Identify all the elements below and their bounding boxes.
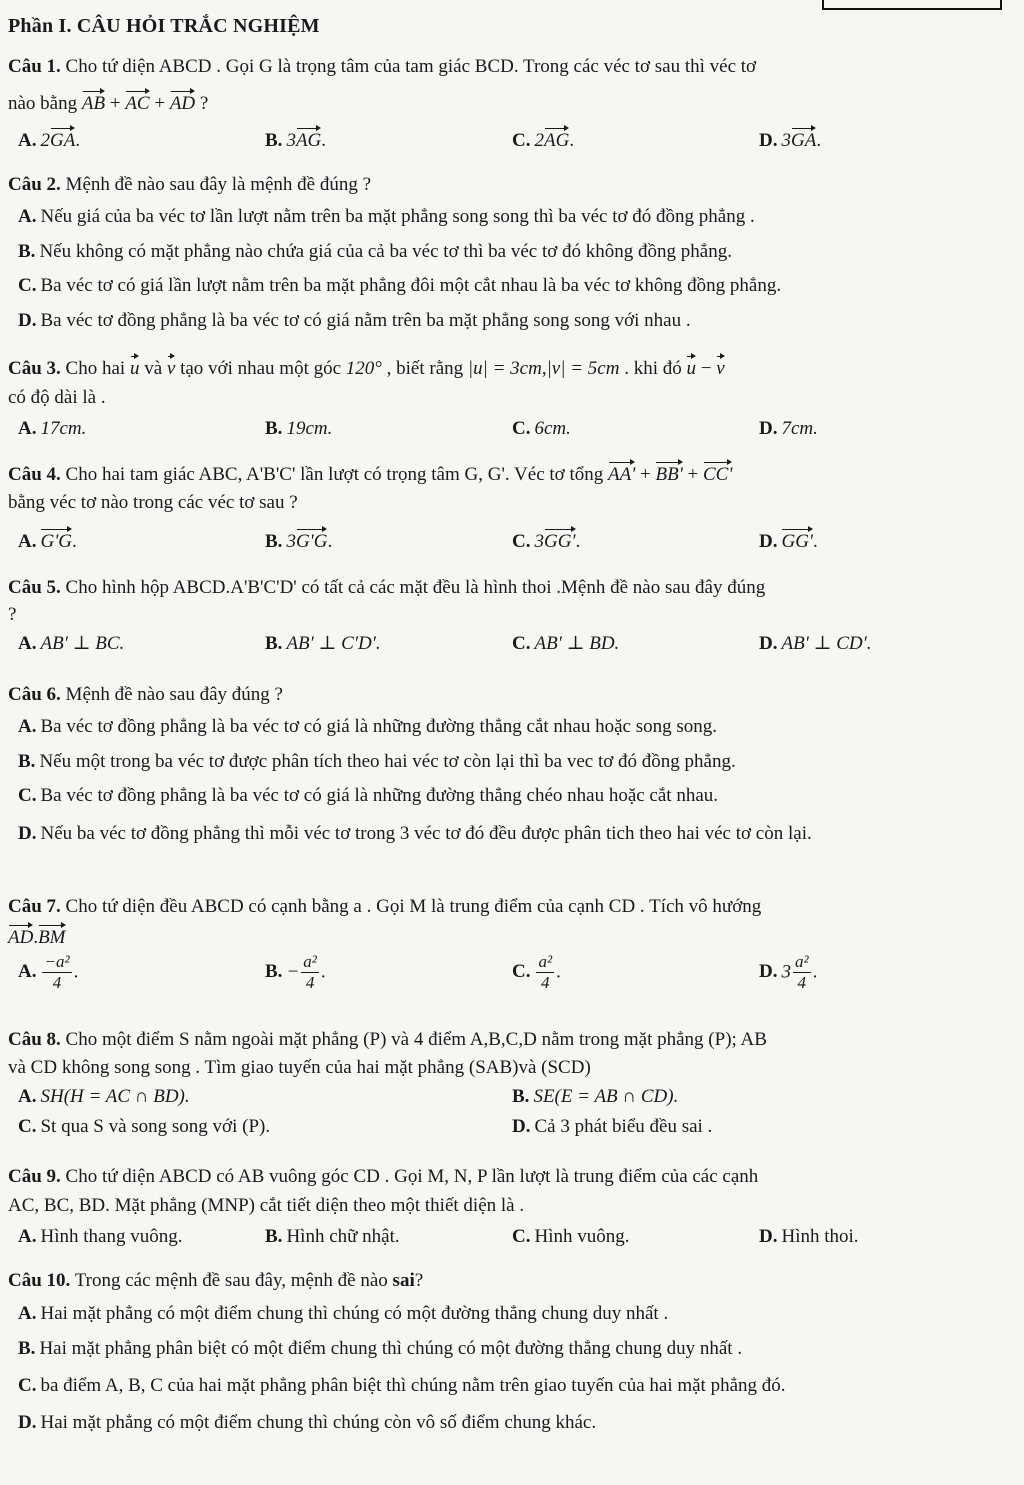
fraction-numerator: −a² xyxy=(42,952,71,973)
option-label: C. xyxy=(512,417,531,439)
question-6 xyxy=(8,684,1014,856)
option-vector: G'G xyxy=(296,525,328,554)
option-coef: 3 xyxy=(781,129,791,151)
option-label: D. xyxy=(18,823,37,845)
option-label: B. xyxy=(265,417,283,439)
option-end: . xyxy=(73,960,79,982)
fraction-numerator: a² xyxy=(793,952,811,973)
plus-sign: + xyxy=(154,92,166,114)
option-label: D. xyxy=(759,1225,778,1247)
option-a[interactable] xyxy=(18,1226,265,1249)
option-end: . xyxy=(320,960,326,982)
question-text: và xyxy=(144,358,163,379)
question-text: . khi đó xyxy=(624,358,682,379)
question-text: Cho hình hộp ABCD.A'B'C'D' có tất cả các mặt đều là hình thoi .Mệnh đề nào sau đây đúng xyxy=(65,577,766,598)
option-label: B. xyxy=(18,750,36,772)
question-text: Cho một điểm S nằm ngoài mặt phẳng (P) và 4 điểm A,B,C,D nằm trong mặt phẳng (P); AB xyxy=(65,1029,767,1050)
option-d[interactable] xyxy=(759,124,1006,153)
option-d[interactable] xyxy=(759,633,1006,656)
option-c[interactable] xyxy=(512,633,759,656)
option-label: D. xyxy=(512,1116,531,1138)
vector-ab: AB xyxy=(82,87,105,116)
option-label: C. xyxy=(512,1225,531,1247)
option-label: C. xyxy=(18,1116,37,1138)
option-d[interactable] xyxy=(759,952,1006,994)
option-label: B. xyxy=(265,129,283,151)
option-text: Hai mặt phẳng phân biệt có một điểm chung thì chúng có một đường thẳng chung duy nhất . xyxy=(39,1337,743,1359)
question-label: Câu 2. xyxy=(8,174,61,195)
option-label: C. xyxy=(18,1375,37,1397)
option-text: Hai mặt phẳng có một điểm chung thì chúng còn vô số điểm chung khác. xyxy=(40,1411,597,1433)
option-end: . xyxy=(575,530,581,552)
option-text: AB′ ⊥ BD. xyxy=(534,632,620,654)
option-a[interactable] xyxy=(18,206,1014,229)
question-label: Câu 1. xyxy=(8,56,61,77)
option-label: C. xyxy=(18,275,37,297)
option-label: B. xyxy=(265,1225,283,1247)
vector-u: u xyxy=(130,352,140,381)
question-2 xyxy=(8,174,1014,341)
option-label: D. xyxy=(18,310,37,332)
question-3 xyxy=(8,352,1014,440)
option-text: Hình thang vuông. xyxy=(40,1225,183,1247)
option-d[interactable] xyxy=(18,1412,1014,1435)
option-text: Ba véc tơ đồng phẳng là ba véc tơ có giá nằm trên ba mặt phẳng song song với nhau . xyxy=(40,310,691,332)
question-text-line2: AC, BC, BD. Mặt phẳng (MNP) cắt tiết diện theo một thiết diện là . xyxy=(8,1194,525,1216)
option-end: . xyxy=(812,960,818,982)
option-label: A. xyxy=(18,632,37,654)
option-c[interactable] xyxy=(512,1226,759,1249)
vector-aa: AA' xyxy=(608,458,635,487)
option-text: Hình vuông. xyxy=(534,1225,630,1247)
option-coef: 2 xyxy=(534,129,544,151)
option-label: A. xyxy=(18,417,37,439)
question-label: Câu 5. xyxy=(8,577,61,598)
option-fraction xyxy=(301,952,319,994)
vector-ac: AC xyxy=(125,87,149,116)
option-end: . xyxy=(813,530,818,552)
question-text: tạo với nhau một góc xyxy=(180,358,342,379)
option-d[interactable] xyxy=(759,525,1006,554)
question-text: Mệnh đề nào sau đây đúng ? xyxy=(65,684,283,705)
option-label: B. xyxy=(265,530,283,552)
option-end: . xyxy=(816,129,822,151)
option-text: Ba véc tơ đồng phẳng là ba véc tơ có giá là những đường thẳng chéo nhau hoặc cắt nhau. xyxy=(40,785,719,807)
option-prefix: 3 xyxy=(781,960,791,982)
question-text-line2: có độ dài là . xyxy=(8,386,106,408)
option-vector: GA xyxy=(791,124,816,153)
option-text: AB′ ⊥ C′D′. xyxy=(286,632,381,654)
option-d[interactable] xyxy=(759,1226,1006,1249)
question-text-line2: ? xyxy=(8,603,17,625)
question-text: Cho tứ diện đều ABCD có cạnh bằng a . Gọi M là trung điểm của cạnh CD . Tích vô hướng xyxy=(65,896,762,917)
option-label: A. xyxy=(18,1085,37,1107)
magnitude-u: |u| = 3cm xyxy=(467,358,542,379)
option-label: B. xyxy=(18,240,36,262)
question-text: Trong các mệnh đề sau đây, mệnh đề nào xyxy=(74,1270,388,1291)
option-c[interactable] xyxy=(512,952,759,994)
question-10 xyxy=(8,1270,1014,1443)
fraction-numerator: a² xyxy=(536,952,554,973)
option-coef: 2 xyxy=(40,129,50,151)
vector-bm: BM xyxy=(38,921,65,950)
option-label: B. xyxy=(265,960,283,982)
option-text: 19cm. xyxy=(286,417,333,439)
fraction-denominator: 4 xyxy=(797,972,807,992)
section-title: Phần I. CÂU HỎI TRẮC NGHIỆM xyxy=(8,15,320,37)
option-text: Cả 3 phát biểu đều sai . xyxy=(534,1116,713,1138)
option-text: ba điểm A, B, C của hai mặt phẳng phân biệt thì chúng nằm trên giao tuyến của hai mặt phẳng đó. xyxy=(40,1375,786,1397)
option-b[interactable] xyxy=(265,952,512,994)
option-label: D. xyxy=(759,129,778,151)
option-a[interactable] xyxy=(18,633,265,656)
option-c[interactable] xyxy=(18,1116,512,1139)
option-label: A. xyxy=(18,530,37,552)
option-d[interactable] xyxy=(512,1116,1006,1139)
option-c[interactable] xyxy=(18,275,1014,298)
question-label: Câu 3. xyxy=(8,358,61,379)
option-vector: AG xyxy=(544,124,569,153)
question-label: Câu 7. xyxy=(8,896,61,917)
option-label: D. xyxy=(18,1411,37,1433)
option-b[interactable] xyxy=(265,418,512,441)
option-coef: 3 xyxy=(286,530,296,552)
option-text: St qua S và song song với (P). xyxy=(40,1116,271,1138)
option-end: . xyxy=(72,530,77,552)
question-5 xyxy=(8,577,1014,655)
option-fraction xyxy=(793,952,811,994)
option-label: C. xyxy=(512,129,531,151)
option-label: D. xyxy=(759,417,778,439)
option-label: C. xyxy=(512,632,531,654)
question-text-line2: nào bằng xyxy=(8,92,78,114)
option-end: . xyxy=(327,530,333,552)
option-label: C. xyxy=(18,785,37,807)
option-label: A. xyxy=(18,1302,37,1324)
option-b[interactable] xyxy=(18,241,1014,264)
option-d[interactable] xyxy=(759,418,1006,441)
option-label: D. xyxy=(759,960,778,982)
option-b[interactable] xyxy=(18,751,1014,774)
option-b[interactable] xyxy=(265,525,512,554)
option-vector: AG xyxy=(296,124,321,153)
fraction-numerator: a² xyxy=(301,952,319,973)
plus-sign: + xyxy=(687,464,699,485)
option-end: . xyxy=(569,129,575,151)
option-label: D. xyxy=(759,530,778,552)
option-a[interactable] xyxy=(18,716,1014,739)
question-7 xyxy=(8,896,1014,993)
option-coef: 3 xyxy=(534,530,544,552)
question-text: Cho hai tam giác ABC, A'B'C' lần lượt có trọng tâm G, G'. Véc tơ tổng xyxy=(65,464,604,485)
question-label: Câu 8. xyxy=(8,1029,61,1050)
option-label: A. xyxy=(18,205,37,227)
option-vector: GA xyxy=(50,124,75,153)
vector-v: v xyxy=(716,352,724,381)
option-label: C. xyxy=(512,530,531,552)
question-text-line2: và CD không song song . Tìm giao tuyến của hai mặt phẳng (SAB)và (SCD) xyxy=(8,1056,591,1078)
option-text: Nếu ba véc tơ đồng phẳng thì mỗi véc tơ trong 3 véc tơ đó đều được phân tich theo hai véc tơ còn lại. xyxy=(40,823,812,845)
option-label: A. xyxy=(18,129,37,151)
option-b[interactable] xyxy=(18,1338,1014,1361)
question-mark: ? xyxy=(199,92,209,114)
question-text: Mệnh đề nào sau đây là mệnh đề đúng ? xyxy=(65,174,372,195)
option-fraction xyxy=(536,952,554,994)
option-a[interactable] xyxy=(18,525,265,554)
option-label: B. xyxy=(512,1085,530,1107)
angle-value: 120° xyxy=(345,358,382,379)
option-c[interactable] xyxy=(512,124,759,153)
option-vector: GG' xyxy=(544,525,576,554)
option-b[interactable] xyxy=(265,124,512,153)
question-text: Cho tứ diện ABCD có AB vuông góc CD . Gọi M, N, P lần lượt là trung điểm của các cạnh xyxy=(65,1166,759,1187)
option-a[interactable] xyxy=(18,124,265,153)
question-label: Câu 4. xyxy=(8,464,61,485)
option-fraction xyxy=(42,952,71,994)
vector-bb: BB' xyxy=(655,458,682,487)
option-text: Nếu một trong ba véc tơ được phân tích theo hai véc tơ còn lại thì ba vec tơ đó đồng phẳng. xyxy=(39,750,736,772)
question-label: Câu 6. xyxy=(8,684,61,705)
vector-cc: CC' xyxy=(703,458,732,487)
vector-v: v xyxy=(167,352,175,381)
option-label: A. xyxy=(18,960,37,982)
option-c[interactable] xyxy=(18,1372,1014,1400)
option-end: . xyxy=(556,960,561,982)
option-end: . xyxy=(75,129,81,151)
option-a[interactable] xyxy=(18,1303,1014,1326)
option-a[interactable] xyxy=(18,952,265,994)
question-8 xyxy=(8,1029,1014,1147)
vector-u: u xyxy=(686,352,696,381)
option-a[interactable] xyxy=(18,1086,512,1109)
fraction-denominator: 4 xyxy=(52,972,62,992)
option-c[interactable] xyxy=(18,785,1014,808)
option-a[interactable] xyxy=(18,418,265,441)
option-text: Nếu không có mặt phẳng nào chứa giá của cả ba véc tơ thì ba véc tơ đó không đồng phẳng. xyxy=(39,240,732,262)
option-c[interactable] xyxy=(512,418,759,441)
option-b[interactable] xyxy=(265,1226,512,1249)
plus-sign: + xyxy=(640,464,651,485)
plus-sign: + xyxy=(109,92,121,114)
option-prefix: − xyxy=(286,960,300,982)
option-text: Ba véc tơ đồng phẳng là ba véc tơ có giá là những đường thẳng cắt nhau hoặc song song. xyxy=(40,715,717,737)
option-text: Hình chữ nhật. xyxy=(286,1225,400,1247)
question-label: Câu 9. xyxy=(8,1166,61,1187)
question-label: Câu 10. xyxy=(8,1270,71,1291)
question-text-line2: bằng véc tơ nào trong các véc tơ sau ? xyxy=(8,491,298,513)
option-text: SH(H = AC ∩ BD). xyxy=(40,1085,190,1107)
option-label: B. xyxy=(18,1337,36,1359)
option-text: 17cm. xyxy=(40,417,87,439)
option-text: AB′ ⊥ BC. xyxy=(40,632,125,654)
option-end: . xyxy=(321,129,327,151)
option-label: A. xyxy=(18,1225,37,1247)
option-text: SE(E = AB ∩ CD). xyxy=(533,1085,679,1107)
option-text: 6cm. xyxy=(534,417,571,439)
emphasis-word: sai xyxy=(392,1270,415,1291)
vector-ad: AD xyxy=(8,921,33,950)
question-9 xyxy=(8,1166,1014,1248)
question-text: , biết rằng xyxy=(386,358,464,379)
option-text: 7cm. xyxy=(781,417,818,439)
option-b[interactable] xyxy=(512,1086,1006,1109)
minus-sign: − xyxy=(700,358,712,379)
option-label: C. xyxy=(512,960,531,982)
option-b[interactable] xyxy=(265,633,512,656)
option-text: Hai mặt phẳng có một điểm chung thì chúng có một đường thẳng chung duy nhất . xyxy=(40,1302,669,1324)
option-label: D. xyxy=(759,632,778,654)
option-text: Nếu giá của ba véc tơ lần lượt nằm trên ba mặt phẳng song song thì ba véc tơ đó đồng phẳng . xyxy=(40,205,755,227)
option-label: B. xyxy=(265,632,283,654)
comma: , xyxy=(541,358,547,379)
option-vector: GG' xyxy=(781,525,813,554)
question-mark: ? xyxy=(414,1270,424,1291)
option-vector: G'G xyxy=(40,525,72,554)
option-label: A. xyxy=(18,715,37,737)
fraction-denominator: 4 xyxy=(541,972,550,992)
option-c[interactable] xyxy=(512,525,759,554)
dot-operator: . xyxy=(33,926,39,948)
question-text: Cho tứ diện ABCD . Gọi G là trọng tâm của tam giác BCD. Trong các véc tơ sau thì véc tơ xyxy=(65,56,757,77)
option-d[interactable] xyxy=(18,820,1014,848)
question-4 xyxy=(8,458,1014,553)
option-text: Hình thoi. xyxy=(781,1225,859,1247)
question-1 xyxy=(8,56,1014,152)
question-text: Cho hai xyxy=(65,358,126,379)
option-text: Ba véc tơ có giá lần lượt nằm trên ba mặt phẳng đôi một cắt nhau là ba véc tơ không đồng phẳng. xyxy=(40,275,782,297)
option-text: AB′ ⊥ CD′. xyxy=(781,632,872,654)
fraction-denominator: 4 xyxy=(305,972,315,992)
header-box-decoration xyxy=(822,0,1002,10)
vector-ad: AD xyxy=(170,87,195,116)
magnitude-v: |v| = 5cm xyxy=(546,358,620,379)
option-coef: 3 xyxy=(286,129,296,151)
option-d[interactable] xyxy=(18,310,1014,333)
